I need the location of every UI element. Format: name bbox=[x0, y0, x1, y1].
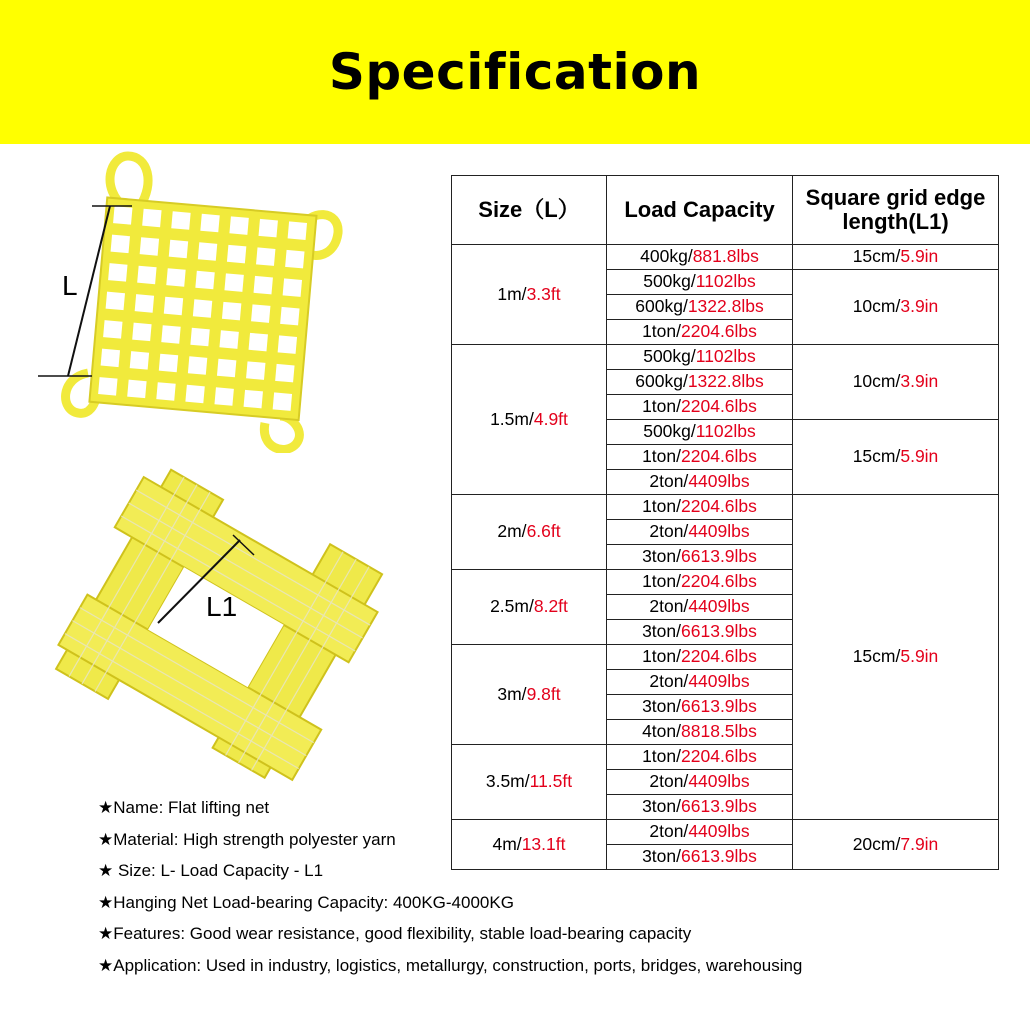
size-metric: 1m/ bbox=[497, 283, 527, 304]
load-metric: 500kg/ bbox=[643, 421, 696, 442]
load-capacity-cell bbox=[607, 645, 793, 670]
grid-imperial: 7.9in bbox=[900, 833, 939, 854]
table-row bbox=[452, 495, 999, 520]
load-metric: 3ton/ bbox=[642, 846, 682, 867]
load-imperial: 881.8lbs bbox=[692, 246, 759, 267]
load-metric: 3ton/ bbox=[642, 621, 682, 642]
net-grid-hole bbox=[142, 209, 161, 228]
load-capacity-cell bbox=[607, 320, 793, 345]
net-grid-hole bbox=[249, 333, 268, 352]
load-metric: 400kg/ bbox=[640, 246, 693, 267]
load-imperial: 2204.6lbs bbox=[681, 496, 757, 517]
net-grid-hole bbox=[217, 359, 236, 378]
net-grid-hole bbox=[195, 271, 214, 290]
load-metric: 4ton/ bbox=[642, 721, 682, 742]
load-capacity-cell bbox=[607, 370, 793, 395]
load-imperial: 6613.9lbs bbox=[681, 796, 757, 817]
lifting-net-image bbox=[30, 148, 350, 453]
grid-imperial: 5.9in bbox=[900, 446, 939, 467]
net-grid-hole bbox=[113, 206, 132, 225]
page-title: Specification bbox=[328, 43, 702, 101]
load-imperial: 8818.5lbs bbox=[681, 721, 757, 742]
load-capacity-cell bbox=[607, 445, 793, 470]
load-imperial: 2204.6lbs bbox=[681, 746, 757, 767]
load-metric: 2ton/ bbox=[649, 821, 689, 842]
load-metric: 2ton/ bbox=[649, 521, 689, 542]
net-grid-hole bbox=[135, 294, 154, 313]
grid-metric: 15cm/ bbox=[852, 246, 901, 267]
load-capacity-cell bbox=[607, 345, 793, 370]
load-metric: 500kg/ bbox=[643, 346, 696, 367]
net-grid-hole bbox=[224, 273, 243, 292]
size-metric: 3.5m/ bbox=[485, 771, 530, 792]
net-grid-hole bbox=[251, 304, 270, 323]
load-imperial: 1102lbs bbox=[695, 271, 756, 292]
load-imperial: 6613.9lbs bbox=[681, 696, 757, 717]
net-grid-hole bbox=[246, 361, 265, 380]
grid-length-cell bbox=[793, 245, 999, 270]
size-metric: 2m/ bbox=[497, 521, 527, 542]
load-capacity-cell bbox=[607, 670, 793, 695]
grid-length-cell bbox=[793, 345, 999, 420]
net-grid-hole bbox=[214, 387, 233, 406]
load-capacity-cell bbox=[607, 595, 793, 620]
net-grid-hole bbox=[222, 302, 241, 321]
net-grid-hole bbox=[254, 276, 273, 295]
net-size-label: L bbox=[62, 270, 78, 301]
load-capacity-cell bbox=[607, 295, 793, 320]
load-imperial: 2204.6lbs bbox=[681, 646, 757, 667]
net-grid-hole bbox=[193, 299, 212, 318]
net-grid-hole bbox=[185, 385, 204, 404]
load-metric: 1ton/ bbox=[642, 396, 682, 417]
table-header-row bbox=[452, 176, 999, 245]
net-grid-hole bbox=[166, 268, 185, 287]
net-grid-hole bbox=[159, 354, 178, 373]
load-imperial: 1102lbs bbox=[695, 421, 756, 442]
load-imperial: 2204.6lbs bbox=[681, 396, 757, 417]
load-capacity-cell bbox=[607, 245, 793, 270]
load-capacity-cell bbox=[607, 470, 793, 495]
load-metric: 2ton/ bbox=[649, 671, 689, 692]
net-grid-hole bbox=[111, 235, 130, 254]
load-capacity-cell bbox=[607, 495, 793, 520]
grid-imperial: 3.9in bbox=[900, 296, 939, 317]
load-metric: 1ton/ bbox=[642, 646, 682, 667]
size-cell bbox=[452, 570, 607, 645]
spec-application: ★Application: Used in industry, logistics, metallurgy, construction, ports, bridges, warehousing bbox=[98, 955, 803, 975]
load-metric: 1ton/ bbox=[642, 496, 682, 517]
load-metric: 600kg/ bbox=[635, 296, 688, 317]
spec-capacity: ★Hanging Net Load-bearing Capacity: 400KG-4000KG bbox=[98, 892, 514, 912]
net-grid-hole bbox=[219, 330, 238, 349]
load-imperial: 1322.8lbs bbox=[687, 371, 764, 392]
net-grid-hole bbox=[259, 219, 278, 238]
header-grid-length: Square grid edge length(L1) bbox=[793, 176, 999, 245]
net-grid-hole bbox=[130, 351, 149, 370]
grid-metric: 15cm/ bbox=[852, 646, 901, 667]
load-imperial: 6613.9lbs bbox=[681, 846, 757, 867]
net-grid-hole bbox=[278, 335, 297, 354]
spec-list bbox=[98, 792, 998, 981]
size-imperial: 8.2ft bbox=[533, 596, 568, 617]
spec-material: ★Material: High strength polyester yarn bbox=[98, 829, 396, 849]
net-grid-hole bbox=[127, 380, 146, 399]
net-grid-hole bbox=[288, 221, 307, 240]
net-grid-hole bbox=[140, 237, 159, 256]
net-grid-hole bbox=[280, 307, 299, 326]
load-capacity-cell bbox=[607, 545, 793, 570]
load-capacity-cell bbox=[607, 720, 793, 745]
grid-imperial: 5.9in bbox=[900, 246, 939, 267]
load-capacity-cell bbox=[607, 420, 793, 445]
net-grid-hole bbox=[256, 247, 275, 266]
size-metric: 2.5m/ bbox=[490, 596, 534, 617]
load-imperial: 6613.9lbs bbox=[681, 621, 757, 642]
header-load-capacity: Load Capacity bbox=[607, 176, 793, 245]
size-imperial: 11.5ft bbox=[529, 771, 573, 792]
net-grid-hole bbox=[103, 320, 122, 339]
load-capacity-cell bbox=[607, 520, 793, 545]
grid-length-cell bbox=[793, 495, 999, 820]
net-grid-hole bbox=[98, 377, 117, 396]
net-grid-hole bbox=[106, 292, 125, 311]
load-capacity-cell bbox=[607, 745, 793, 770]
load-imperial: 2204.6lbs bbox=[681, 321, 757, 342]
load-imperial: 1102lbs bbox=[695, 346, 756, 367]
load-capacity-cell bbox=[607, 620, 793, 645]
net-grid-hole bbox=[169, 240, 188, 259]
load-capacity-cell bbox=[607, 695, 793, 720]
grid-metric: 20cm/ bbox=[852, 833, 901, 854]
load-metric: 2ton/ bbox=[649, 471, 689, 492]
net-grid-hole bbox=[171, 211, 190, 230]
net-grid-hole bbox=[275, 364, 294, 383]
load-metric: 1ton/ bbox=[642, 446, 682, 467]
load-imperial: 4409lbs bbox=[688, 771, 750, 792]
load-imperial: 1322.8lbs bbox=[687, 296, 764, 317]
load-imperial: 6613.9lbs bbox=[681, 546, 757, 567]
size-metric: 3m/ bbox=[497, 683, 527, 704]
load-imperial: 4409lbs bbox=[688, 671, 750, 692]
grid-metric: 15cm/ bbox=[852, 446, 901, 467]
load-capacity-cell bbox=[607, 570, 793, 595]
load-capacity-cell bbox=[607, 395, 793, 420]
load-metric: 2ton/ bbox=[649, 596, 689, 617]
net-grid-hole bbox=[285, 250, 304, 269]
spec-features: ★Features: Good wear resistance, good flexibility, stable load-bearing capacity bbox=[98, 924, 692, 943]
net-grid-hole bbox=[273, 392, 292, 411]
net-grid-hole bbox=[229, 216, 248, 235]
grid-metric: 10cm/ bbox=[852, 371, 901, 392]
webbing-grid-image bbox=[40, 455, 400, 795]
net-grid-hole bbox=[190, 328, 209, 347]
load-metric: 3ton/ bbox=[642, 546, 682, 567]
size-cell bbox=[452, 495, 607, 570]
net-grid-hole bbox=[132, 323, 151, 342]
grid-size-label: L1 bbox=[206, 591, 238, 622]
grid-length-cell bbox=[793, 420, 999, 495]
net-grid-hole bbox=[198, 242, 217, 261]
grid-metric: 10cm/ bbox=[852, 296, 901, 317]
size-imperial: 13.1ft bbox=[521, 833, 566, 854]
load-imperial: 4409lbs bbox=[688, 596, 750, 617]
header-size: Size（L） bbox=[452, 176, 607, 245]
size-cell bbox=[452, 245, 607, 345]
grid-imperial: 5.9in bbox=[900, 646, 939, 667]
load-imperial: 4409lbs bbox=[688, 471, 750, 492]
net-grid-hole bbox=[101, 349, 120, 368]
load-metric: 3ton/ bbox=[642, 696, 682, 717]
size-cell bbox=[452, 645, 607, 745]
size-metric: 1.5m/ bbox=[490, 408, 534, 429]
grid-imperial: 3.9in bbox=[900, 371, 939, 392]
load-metric: 1ton/ bbox=[642, 746, 682, 767]
net-grid-hole bbox=[227, 245, 246, 264]
spec-table bbox=[451, 175, 999, 870]
spec-name: ★Name: Flat lifting net bbox=[98, 798, 270, 817]
net-grid-hole bbox=[200, 214, 219, 233]
size-imperial: 4.9ft bbox=[533, 408, 568, 429]
load-metric: 500kg/ bbox=[643, 271, 696, 292]
load-metric: 2ton/ bbox=[649, 771, 689, 792]
load-metric: 600kg/ bbox=[635, 371, 688, 392]
net-grid-hole bbox=[244, 390, 263, 409]
load-capacity-cell bbox=[607, 770, 793, 795]
load-imperial: 2204.6lbs bbox=[681, 571, 757, 592]
size-imperial: 3.3ft bbox=[526, 283, 561, 304]
net-grid-hole bbox=[108, 263, 127, 282]
grid-length-cell bbox=[793, 270, 999, 345]
table-row bbox=[452, 345, 999, 370]
load-imperial: 4409lbs bbox=[688, 521, 750, 542]
load-imperial: 4409lbs bbox=[688, 821, 750, 842]
net-grid-hole bbox=[161, 325, 180, 344]
load-metric: 1ton/ bbox=[642, 571, 682, 592]
header-banner bbox=[0, 0, 1030, 144]
net-grid-hole bbox=[188, 356, 207, 375]
load-metric: 1ton/ bbox=[642, 321, 682, 342]
net-grid-hole bbox=[164, 297, 183, 316]
load-metric: 3ton/ bbox=[642, 796, 682, 817]
load-capacity-cell bbox=[607, 270, 793, 295]
size-cell bbox=[452, 345, 607, 495]
load-imperial: 2204.6lbs bbox=[681, 446, 757, 467]
table-row bbox=[452, 245, 999, 270]
size-imperial: 6.6ft bbox=[526, 521, 561, 542]
size-imperial: 9.8ft bbox=[526, 683, 561, 704]
size-metric: 4m/ bbox=[492, 833, 522, 854]
net-grid-hole bbox=[156, 382, 175, 401]
net-grid-hole bbox=[137, 266, 156, 285]
net-grid-hole bbox=[283, 278, 302, 297]
spec-size: ★ Size: L- Load Capacity - L1 bbox=[98, 861, 324, 880]
